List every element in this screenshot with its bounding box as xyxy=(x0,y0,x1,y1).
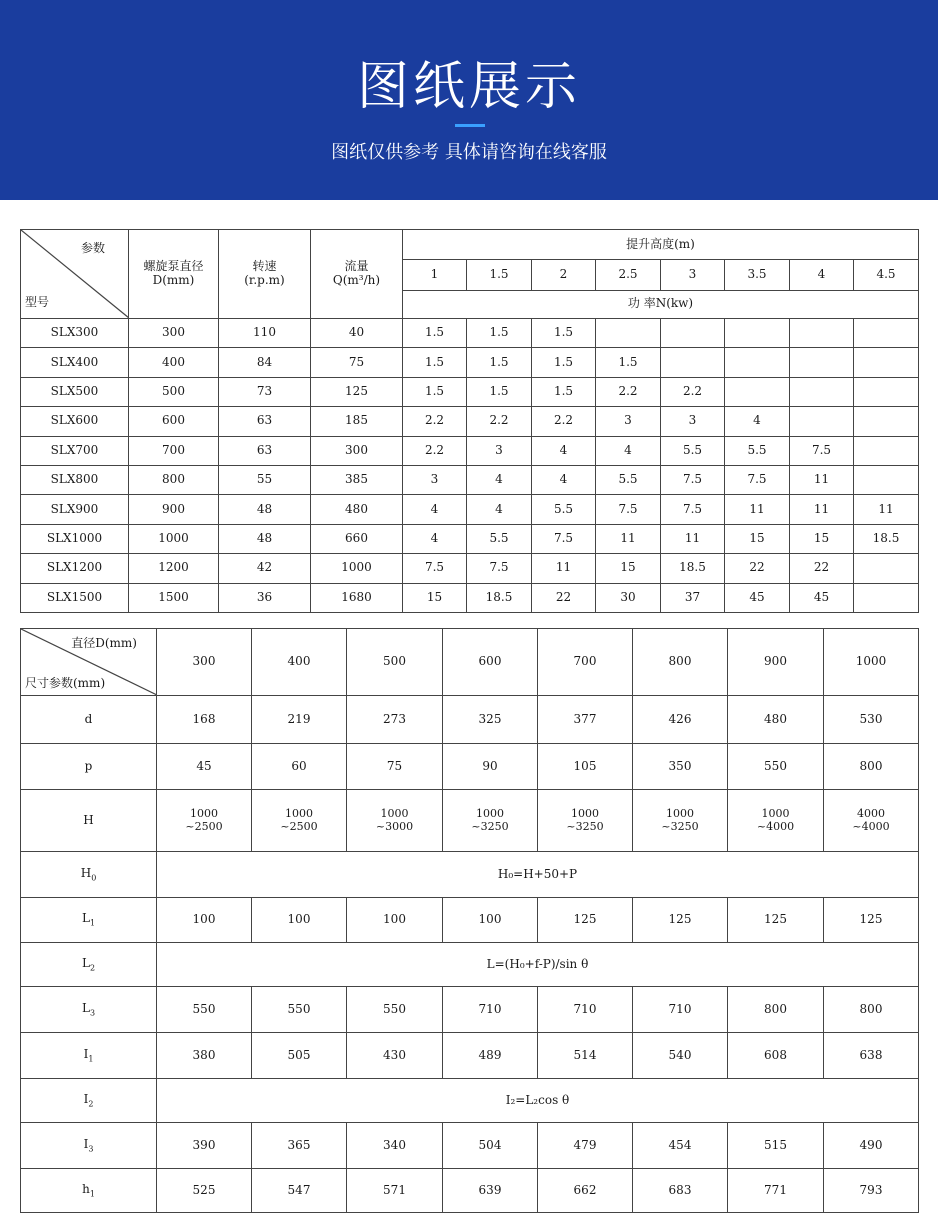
power-cell: 2.2 xyxy=(403,407,467,436)
value-line: ~3250 xyxy=(566,819,604,833)
power-cell: 11 xyxy=(790,465,854,494)
value-line: ~2500 xyxy=(280,819,318,833)
flow-cell: 125 xyxy=(311,377,403,406)
lift-height-value: 4.5 xyxy=(854,260,919,290)
power-cell: 1.5 xyxy=(532,377,596,406)
speed-cell: 48 xyxy=(219,524,311,553)
model-cell: SLX700 xyxy=(21,436,129,465)
page-title: 图纸展示 xyxy=(356,57,581,117)
value-line: 1000 xyxy=(476,806,504,820)
dimension-label-cell xyxy=(21,790,157,852)
flow-cell: 75 xyxy=(311,348,403,377)
flow-cell: 300 xyxy=(311,436,403,465)
value-cell: 550 xyxy=(728,744,824,790)
power-cell: 11 xyxy=(790,495,854,524)
dimension-label-subscript: 2 xyxy=(88,1099,94,1109)
power-cell: 2.2 xyxy=(467,407,532,436)
dimension-label: L xyxy=(81,911,90,926)
value-cell: 530 xyxy=(824,696,919,744)
value-cell: 325 xyxy=(443,696,538,744)
power-cell: 3 xyxy=(403,465,467,494)
corner-param-label: 参数 xyxy=(80,241,105,255)
flow-cell: 40 xyxy=(311,319,403,348)
value-cell xyxy=(633,790,728,852)
formula-cell: I₂=L₂cos θ xyxy=(157,1079,919,1123)
power-cell: 4 xyxy=(467,495,532,524)
power-cell: 2.2 xyxy=(532,407,596,436)
power-cell xyxy=(854,377,919,406)
dimension-label-cell xyxy=(21,987,157,1033)
diameter-header-cell: 800 xyxy=(633,629,728,696)
flow-cell: 480 xyxy=(311,495,403,524)
dimension-label: L xyxy=(81,1000,90,1015)
table-row xyxy=(21,1079,919,1123)
col-header-speed: 转速(r.p.m) xyxy=(219,230,311,319)
value-cell: 454 xyxy=(633,1123,728,1169)
power-cell xyxy=(854,319,919,348)
value-cell: 793 xyxy=(824,1169,919,1213)
value-cell: 547 xyxy=(252,1169,347,1213)
value-cell: 426 xyxy=(633,696,728,744)
flow-cell: 1680 xyxy=(311,583,403,612)
diameter-cell: 500 xyxy=(129,377,219,406)
table-row xyxy=(21,696,919,744)
dimension-label-subscript: 2 xyxy=(89,963,96,973)
power-cell: 1.5 xyxy=(467,377,532,406)
value-line: 1000 xyxy=(571,806,599,820)
power-cell xyxy=(725,348,790,377)
diameter-header-cell: 1000 xyxy=(824,629,919,696)
table-row xyxy=(21,407,919,436)
model-cell: SLX1200 xyxy=(21,554,129,583)
corner-model-label: 型号 xyxy=(25,295,50,310)
power-cell: 1.5 xyxy=(467,319,532,348)
value-cell: 125 xyxy=(633,898,728,943)
power-cell: 2.2 xyxy=(403,436,467,465)
flow-cell: 1000 xyxy=(311,554,403,583)
value-cell: 480 xyxy=(728,696,824,744)
value-cell xyxy=(443,790,538,852)
dimension-label-subscript: 3 xyxy=(88,1144,94,1154)
dimension-label-subscript: 3 xyxy=(89,1008,96,1018)
diameter-cell: 800 xyxy=(129,465,219,494)
power-cell: 1.5 xyxy=(403,348,467,377)
value-cell: 639 xyxy=(443,1169,538,1213)
power-cell: 4 xyxy=(403,495,467,524)
lift-height-value: 3 xyxy=(661,260,725,290)
col-header-diameter: 螺旋泵直径D(mm) xyxy=(129,230,219,319)
value-cell: 90 xyxy=(443,744,538,790)
value-line: 1000 xyxy=(666,806,694,820)
model-cell: SLX600 xyxy=(21,407,129,436)
value-line: ~3000 xyxy=(375,819,414,833)
diameter-cell: 1200 xyxy=(129,554,219,583)
dimension-table xyxy=(20,628,919,1213)
value-cell: 430 xyxy=(347,1033,443,1079)
table-row xyxy=(21,790,919,852)
value-cell: 683 xyxy=(633,1169,728,1213)
value-cell: 490 xyxy=(824,1123,919,1169)
page-subtitle: 图纸仅供参考 具体请咨询在线客服 xyxy=(331,142,607,163)
value-cell: 390 xyxy=(157,1123,252,1169)
table-row xyxy=(21,495,919,524)
value-cell: 771 xyxy=(728,1169,824,1213)
dimension-label-cell xyxy=(21,1123,157,1169)
value-line: ~4000 xyxy=(756,819,795,833)
dimension-label: I xyxy=(83,1091,89,1106)
table-row xyxy=(21,943,919,987)
diameter-cell: 300 xyxy=(129,319,219,348)
speed-cell: 36 xyxy=(219,583,311,612)
diameter-cell: 1500 xyxy=(129,583,219,612)
table1-corner-cell xyxy=(21,230,129,319)
model-cell: SLX1500 xyxy=(21,583,129,612)
diameter-cell: 1000 xyxy=(129,524,219,553)
diameter-cell: 700 xyxy=(129,436,219,465)
value-cell: 60 xyxy=(252,744,347,790)
power-cell: 4 xyxy=(725,407,790,436)
value-cell: 340 xyxy=(347,1123,443,1169)
power-cell: 4 xyxy=(467,465,532,494)
table-row xyxy=(21,554,919,583)
value-line: 1000 xyxy=(285,806,313,820)
diameter-header-cell: 600 xyxy=(443,629,538,696)
power-cell: 3 xyxy=(661,407,725,436)
power-cell xyxy=(725,377,790,406)
power-cell xyxy=(661,319,725,348)
speed-cell: 110 xyxy=(219,319,311,348)
power-cell: 3 xyxy=(596,407,661,436)
power-cell: 15 xyxy=(725,524,790,553)
value-cell: 380 xyxy=(157,1033,252,1079)
dimension-label: L xyxy=(81,955,90,970)
power-cell: 11 xyxy=(532,554,596,583)
dimension-label-cell xyxy=(21,1169,157,1213)
dimension-label-cell xyxy=(21,1033,157,1079)
power-cell: 7.5 xyxy=(467,554,532,583)
formula-cell: L=(H₀+f-P)/sin θ xyxy=(157,943,919,987)
power-cell: 15 xyxy=(403,583,467,612)
dimension-label-subscript: 1 xyxy=(89,1189,95,1199)
lift-height-value: 3.5 xyxy=(725,260,790,290)
value-cell xyxy=(824,790,919,852)
value-line: ~2500 xyxy=(185,819,223,833)
power-cell xyxy=(854,348,919,377)
header-banner xyxy=(0,0,938,200)
value-cell: 365 xyxy=(252,1123,347,1169)
power-cell: 5.5 xyxy=(532,495,596,524)
power-cell: 30 xyxy=(596,583,661,612)
title-underline xyxy=(455,124,485,127)
lift-height-value: 1 xyxy=(403,260,467,290)
table-row xyxy=(21,1169,919,1213)
value-cell: 100 xyxy=(252,898,347,943)
power-cell: 18.5 xyxy=(467,583,532,612)
table-row xyxy=(21,1033,919,1079)
power-cell: 7.5 xyxy=(661,495,725,524)
value-cell: 514 xyxy=(538,1033,633,1079)
value-cell: 125 xyxy=(728,898,824,943)
value-line: ~4000 xyxy=(852,819,890,833)
table-row xyxy=(21,1123,919,1169)
model-cell: SLX300 xyxy=(21,319,129,348)
power-cell: 37 xyxy=(661,583,725,612)
power-cell: 4 xyxy=(403,524,467,553)
value-cell: 168 xyxy=(157,696,252,744)
dimension-label-cell xyxy=(21,696,157,744)
diameter-cell: 900 xyxy=(129,495,219,524)
power-cell: 45 xyxy=(790,583,854,612)
value-line: 1000 xyxy=(761,806,790,820)
value-cell xyxy=(157,790,252,852)
power-cell xyxy=(725,319,790,348)
power-cell xyxy=(790,319,854,348)
diameter-header-cell: 300 xyxy=(157,629,252,696)
value-cell: 550 xyxy=(157,987,252,1033)
power-cell: 4 xyxy=(532,436,596,465)
value-cell: 662 xyxy=(538,1169,633,1213)
power-cell: 4 xyxy=(532,465,596,494)
value-cell xyxy=(347,790,443,852)
power-cell: 18.5 xyxy=(854,524,919,553)
table-row xyxy=(21,377,919,406)
value-line: 1000 xyxy=(380,806,409,820)
value-cell: 125 xyxy=(824,898,919,943)
dimension-label-cell xyxy=(21,898,157,943)
value-cell: 525 xyxy=(157,1169,252,1213)
value-cell xyxy=(252,790,347,852)
value-cell: 105 xyxy=(538,744,633,790)
value-cell: 479 xyxy=(538,1123,633,1169)
col-header-flow: 流量Q(m³/h) xyxy=(311,230,403,319)
power-cell: 5.5 xyxy=(661,436,725,465)
table-row xyxy=(21,319,919,348)
power-cell xyxy=(854,583,919,612)
diameter-header-cell: 700 xyxy=(538,629,633,696)
model-cell: SLX900 xyxy=(21,495,129,524)
power-cell: 1.5 xyxy=(532,348,596,377)
dimension-label-cell xyxy=(21,943,157,987)
flow-cell: 660 xyxy=(311,524,403,553)
diameter-header-cell: 500 xyxy=(347,629,443,696)
value-line: 4000 xyxy=(857,806,885,820)
value-line: 1000 xyxy=(190,806,218,820)
table2-corner-cell xyxy=(21,629,157,696)
table-row xyxy=(21,465,919,494)
power-cell xyxy=(790,348,854,377)
dimension-label-cell xyxy=(21,1079,157,1123)
value-cell: 608 xyxy=(728,1033,824,1079)
power-cell: 5.5 xyxy=(596,465,661,494)
power-cell: 2.2 xyxy=(661,377,725,406)
model-cell: SLX500 xyxy=(21,377,129,406)
value-cell: 219 xyxy=(252,696,347,744)
power-cell: 11 xyxy=(725,495,790,524)
power-cell: 22 xyxy=(725,554,790,583)
value-line: ~3250 xyxy=(661,819,699,833)
lift-height-value: 2.5 xyxy=(596,260,661,290)
power-cell: 7.5 xyxy=(532,524,596,553)
power-cell: 11 xyxy=(854,495,919,524)
table-row xyxy=(21,987,919,1033)
dimension-label: I xyxy=(83,1136,89,1151)
dimension-label: H xyxy=(83,812,94,827)
dimension-label: H xyxy=(80,865,92,880)
power-cell: 1.5 xyxy=(467,348,532,377)
power-cell xyxy=(790,377,854,406)
corner-diameter-label: 直径D(mm) xyxy=(71,636,137,650)
value-line: ~3250 xyxy=(471,819,509,833)
model-cell: SLX400 xyxy=(21,348,129,377)
speed-cell: 63 xyxy=(219,436,311,465)
value-cell: 377 xyxy=(538,696,633,744)
table-row xyxy=(21,436,919,465)
power-cell: 7.5 xyxy=(725,465,790,494)
value-cell: 125 xyxy=(538,898,633,943)
speed-cell: 55 xyxy=(219,465,311,494)
speed-cell: 73 xyxy=(219,377,311,406)
dimension-label-subscript: 1 xyxy=(88,1054,94,1064)
flow-cell: 385 xyxy=(311,465,403,494)
corner-dimension-label: 尺寸参数(mm) xyxy=(25,676,106,691)
value-cell: 800 xyxy=(824,744,919,790)
flow-cell: 185 xyxy=(311,407,403,436)
pump-spec-table xyxy=(20,229,919,613)
power-cell: 1.5 xyxy=(403,377,467,406)
model-cell: SLX800 xyxy=(21,465,129,494)
formula-cell: H₀=H+50+P xyxy=(157,852,919,898)
value-cell: 540 xyxy=(633,1033,728,1079)
table-row xyxy=(21,583,919,612)
power-cell: 5.5 xyxy=(725,436,790,465)
power-cell: 7.5 xyxy=(403,554,467,583)
power-header: 功 率N(kw) xyxy=(403,290,919,318)
lift-height-value: 1.5 xyxy=(467,260,532,290)
speed-cell: 42 xyxy=(219,554,311,583)
power-cell: 11 xyxy=(596,524,661,553)
table-row xyxy=(21,898,919,943)
dimension-label-cell xyxy=(21,852,157,898)
diameter-cell: 600 xyxy=(129,407,219,436)
power-cell: 22 xyxy=(790,554,854,583)
speed-cell: 84 xyxy=(219,348,311,377)
power-cell: 2.2 xyxy=(596,377,661,406)
value-cell: 515 xyxy=(728,1123,824,1169)
power-cell: 15 xyxy=(596,554,661,583)
dimension-label: I xyxy=(83,1046,89,1061)
table-row xyxy=(21,852,919,898)
value-cell: 504 xyxy=(443,1123,538,1169)
diameter-header-cell: 400 xyxy=(252,629,347,696)
power-cell: 45 xyxy=(725,583,790,612)
speed-cell: 63 xyxy=(219,407,311,436)
power-cell xyxy=(661,348,725,377)
power-cell xyxy=(596,319,661,348)
power-cell xyxy=(854,436,919,465)
power-cell xyxy=(854,407,919,436)
power-cell: 1.5 xyxy=(532,319,596,348)
value-cell: 350 xyxy=(633,744,728,790)
dimension-label: p xyxy=(84,758,93,773)
value-cell: 75 xyxy=(347,744,443,790)
speed-cell: 48 xyxy=(219,495,311,524)
power-cell: 7.5 xyxy=(596,495,661,524)
value-cell: 800 xyxy=(824,987,919,1033)
dimension-label: h xyxy=(82,1181,90,1196)
value-cell: 100 xyxy=(347,898,443,943)
value-cell: 710 xyxy=(538,987,633,1033)
diameter-cell: 400 xyxy=(129,348,219,377)
power-cell: 5.5 xyxy=(467,524,532,553)
model-cell: SLX1000 xyxy=(21,524,129,553)
value-cell: 800 xyxy=(728,987,824,1033)
power-cell: 1.5 xyxy=(596,348,661,377)
power-cell xyxy=(790,407,854,436)
power-cell xyxy=(854,554,919,583)
diameter-header-cell: 900 xyxy=(728,629,824,696)
dimension-label-subscript: 0 xyxy=(91,873,97,883)
table-row xyxy=(21,744,919,790)
value-cell: 273 xyxy=(347,696,443,744)
lift-height-value: 2 xyxy=(532,260,596,290)
value-cell: 100 xyxy=(443,898,538,943)
lift-height-value: 4 xyxy=(790,260,854,290)
power-cell: 7.5 xyxy=(790,436,854,465)
power-cell: 22 xyxy=(532,583,596,612)
value-cell: 550 xyxy=(347,987,443,1033)
power-cell xyxy=(854,465,919,494)
power-cell: 3 xyxy=(467,436,532,465)
table-row xyxy=(21,348,919,377)
value-cell: 571 xyxy=(347,1169,443,1213)
value-cell: 550 xyxy=(252,987,347,1033)
value-cell: 100 xyxy=(157,898,252,943)
power-cell: 15 xyxy=(790,524,854,553)
value-cell: 45 xyxy=(157,744,252,790)
lift-height-header: 提升高度(m) xyxy=(403,230,919,260)
value-cell xyxy=(728,790,824,852)
dimension-label-subscript: 1 xyxy=(89,918,96,928)
value-cell: 505 xyxy=(252,1033,347,1079)
value-cell: 710 xyxy=(443,987,538,1033)
power-cell: 7.5 xyxy=(661,465,725,494)
dimension-label-cell xyxy=(21,744,157,790)
table-row xyxy=(21,524,919,553)
dimension-label: d xyxy=(84,711,93,726)
value-cell: 710 xyxy=(633,987,728,1033)
power-cell: 18.5 xyxy=(661,554,725,583)
value-cell xyxy=(538,790,633,852)
value-cell: 489 xyxy=(443,1033,538,1079)
power-cell: 1.5 xyxy=(403,319,467,348)
value-cell: 638 xyxy=(824,1033,919,1079)
power-cell: 4 xyxy=(596,436,661,465)
power-cell: 11 xyxy=(661,524,725,553)
